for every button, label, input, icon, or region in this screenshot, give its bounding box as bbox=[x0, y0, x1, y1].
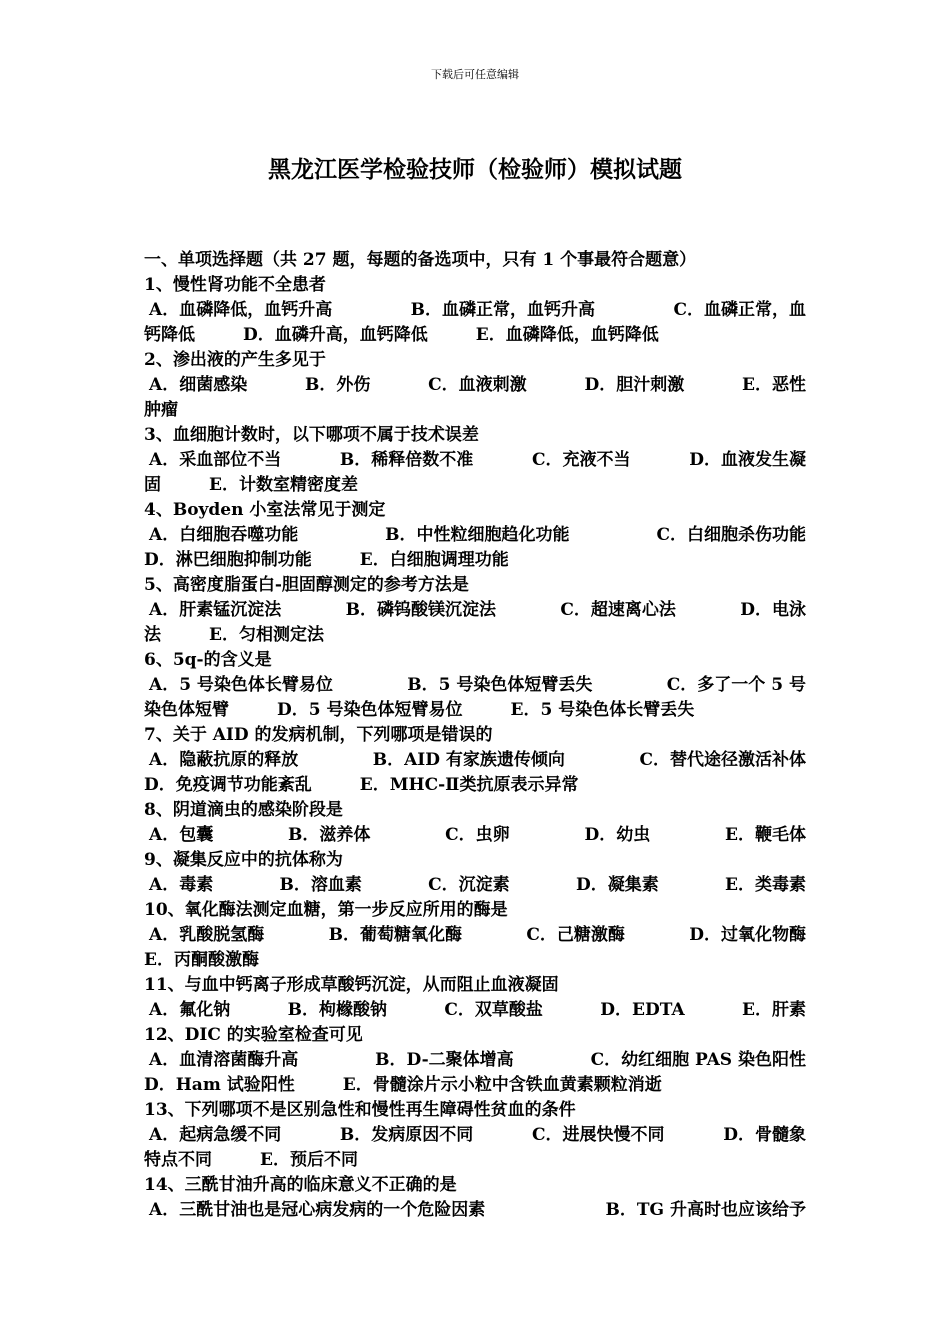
option-line bbox=[144, 548, 806, 573]
option-line bbox=[144, 948, 806, 973]
question-stem: 6、5q-的含义是 bbox=[144, 650, 272, 670]
option-text: E．白细胞调理功能 bbox=[359, 550, 509, 570]
option-text: B．溶血素 bbox=[279, 875, 362, 895]
question-stem: 14、三酰甘油升高的临床意义不正确的是 bbox=[144, 1175, 457, 1195]
option-text: C．血液刺激 bbox=[428, 375, 527, 395]
option-text: E．类毒素 bbox=[724, 875, 806, 895]
option-text: A．包囊 bbox=[149, 825, 214, 845]
option-text: A．起病急缓不同 bbox=[149, 1125, 282, 1145]
option-text: 钙降低 bbox=[144, 325, 195, 345]
option-text: D．血磷升高，血钙降低 bbox=[243, 325, 428, 345]
question-stem: 2、渗出液的产生多见于 bbox=[144, 350, 326, 370]
option-text: D．电泳 bbox=[740, 600, 806, 620]
option-text: D．凝集素 bbox=[575, 875, 659, 895]
option-text: E．预后不同 bbox=[260, 1150, 358, 1170]
option-text: A．毒素 bbox=[149, 875, 214, 895]
option-text: B．稀释倍数不准 bbox=[339, 450, 474, 470]
option-text: 特点不同 bbox=[144, 1150, 212, 1170]
option-line bbox=[144, 998, 806, 1023]
option-line bbox=[144, 323, 806, 348]
option-text: C．充液不当 bbox=[531, 450, 631, 470]
option-text: A．乳酸脱氢酶 bbox=[149, 925, 265, 945]
question-stem: 11、与血中钙离子形成草酸钙沉淀，从而阻止血液凝固 bbox=[144, 975, 559, 995]
option-text: C．双草酸盐 bbox=[444, 1000, 543, 1020]
option-line bbox=[144, 448, 806, 473]
option-text: B．滋养体 bbox=[287, 825, 371, 845]
option-text: B．AID 有家族遗传倾向 bbox=[372, 750, 565, 770]
option-line bbox=[144, 523, 806, 548]
option-text: D．Ham 试验阳性 bbox=[144, 1075, 295, 1095]
option-text: B．5 号染色体短臂丢失 bbox=[407, 675, 593, 695]
option-line bbox=[144, 1073, 806, 1098]
option-line bbox=[144, 673, 806, 698]
option-line bbox=[144, 873, 806, 898]
question-stem: 3、血细胞计数时，以下哪项不属于技术误差 bbox=[144, 425, 479, 445]
option-line bbox=[144, 373, 806, 398]
option-text: E．鞭毛体 bbox=[724, 825, 806, 845]
option-text: C．血磷正常，血 bbox=[673, 300, 806, 320]
option-text: B．葡萄糖氧化酶 bbox=[328, 925, 462, 945]
question-stem: 9、凝集反应中的抗体称为 bbox=[144, 850, 343, 870]
option-text: B．外伤 bbox=[304, 375, 371, 395]
option-text: A．白细胞吞噬功能 bbox=[149, 525, 299, 545]
option-line bbox=[144, 1198, 806, 1223]
questions-container bbox=[144, 273, 806, 1223]
option-text: A．血清溶菌酶升高 bbox=[149, 1050, 299, 1070]
option-text: D．淋巴细胞抑制功能 bbox=[144, 550, 312, 570]
option-line bbox=[144, 823, 806, 848]
option-text: D．过氧化物酶 bbox=[689, 925, 806, 945]
option-line bbox=[144, 1123, 806, 1148]
option-line bbox=[144, 748, 806, 773]
option-text: A．血磷降低，血钙升高 bbox=[149, 300, 333, 320]
option-text: E．肝素 bbox=[742, 1000, 806, 1020]
question-stem: 1、慢性肾功能不全患者 bbox=[144, 275, 326, 295]
option-text: B．D-二聚体增高 bbox=[375, 1050, 514, 1070]
option-text: B．中性粒细胞趋化功能 bbox=[385, 525, 570, 545]
option-text: D．5 号染色体短臂易位 bbox=[277, 700, 463, 720]
option-text: C．进展快慢不同 bbox=[531, 1125, 665, 1145]
option-text: A．肝素锰沉淀法 bbox=[149, 600, 282, 620]
option-text: 法 bbox=[144, 625, 161, 645]
option-text: E．丙酮酸激酶 bbox=[144, 950, 259, 970]
option-line bbox=[144, 1048, 806, 1073]
option-text: E．MHC-Ⅱ类抗原表示异常 bbox=[359, 775, 579, 795]
option-text: C．超速离心法 bbox=[560, 600, 676, 620]
option-text: D．EDTA bbox=[600, 1000, 685, 1020]
option-text: A．三酰甘油也是冠心病发病的一个危险因素 bbox=[149, 1200, 486, 1220]
option-text: 染色体短臂 bbox=[144, 700, 229, 720]
question-stem: 12、DIC 的实验室检查可见 bbox=[144, 1025, 363, 1045]
option-text: D．骨髓象 bbox=[723, 1125, 806, 1145]
option-line bbox=[144, 698, 806, 723]
option-text: E．5 号染色体长臂丢失 bbox=[510, 700, 695, 720]
option-text: B．血磷正常，血钙升高 bbox=[410, 300, 596, 320]
option-text: E．恶性 bbox=[741, 375, 806, 395]
question-stem: 8、阴道滴虫的感染阶段是 bbox=[144, 800, 343, 820]
option-text: A．细菌感染 bbox=[149, 375, 248, 395]
option-text: B．发病原因不同 bbox=[339, 1125, 474, 1145]
option-text: C．虫卵 bbox=[445, 825, 510, 845]
option-text: C．沉淀素 bbox=[428, 875, 510, 895]
option-text: C．替代途径激活补体 bbox=[639, 750, 806, 770]
option-text: D．幼虫 bbox=[584, 825, 651, 845]
option-text: E．计数室精密度差 bbox=[209, 475, 358, 495]
section-heading: 一、单项选择题（共 27 题，每题的备选项中，只有 1 个事最符合题意） bbox=[144, 250, 697, 270]
option-line bbox=[144, 398, 806, 423]
option-text: A．隐蔽抗原的释放 bbox=[149, 750, 299, 770]
option-text: C．多了一个 5 号 bbox=[666, 675, 806, 695]
option-text: A．采血部位不当 bbox=[149, 450, 282, 470]
question-stem: 4、Boyden 小室法常见于测定 bbox=[144, 500, 386, 520]
option-text: E．血磷降低，血钙降低 bbox=[475, 325, 659, 345]
option-text: 肿瘤 bbox=[144, 400, 178, 420]
question-stem: 13、下列哪项不是区别急性和慢性再生障碍性贫血的条件 bbox=[144, 1100, 576, 1120]
option-line bbox=[144, 473, 806, 498]
question-stem: 10、氧化酶法测定血糖，第一步反应所用的酶是 bbox=[144, 900, 508, 920]
document-title: 黑龙江医学检验技师（检验师）模拟试题 bbox=[268, 156, 682, 183]
option-text: A．氟化钠 bbox=[149, 1000, 231, 1020]
header-note: 下载后可任意编辑 bbox=[431, 68, 519, 81]
option-text: D．血液发生凝 bbox=[689, 450, 806, 470]
option-line bbox=[144, 623, 806, 648]
question-stem: 7、关于 AID 的发病机制，下列哪项是错误的 bbox=[144, 725, 493, 745]
option-text: B．TG 升高时也应该给予 bbox=[605, 1200, 806, 1220]
option-text: D．免疫调节功能紊乱 bbox=[144, 775, 312, 795]
question-list bbox=[144, 248, 806, 1223]
option-line bbox=[144, 923, 806, 948]
option-text: E．匀相测定法 bbox=[209, 625, 324, 645]
option-line bbox=[144, 1148, 806, 1173]
option-text: C．己糖激酶 bbox=[526, 925, 625, 945]
option-line bbox=[144, 773, 806, 798]
option-line bbox=[144, 598, 806, 623]
question-stem: 5、高密度脂蛋白-胆固醇测定的参考方法是 bbox=[144, 575, 469, 595]
option-text: A．5 号染色体长臂易位 bbox=[149, 675, 333, 695]
option-line bbox=[144, 298, 806, 323]
option-text: 固 bbox=[144, 475, 161, 495]
option-text: E．骨髓涂片示小粒中含铁血黄素颗粒消逝 bbox=[342, 1075, 662, 1095]
option-text: D．胆汁刺激 bbox=[584, 375, 685, 395]
option-text: C．白细胞杀伤功能 bbox=[656, 525, 806, 545]
option-text: C．幼红细胞 PAS 染色阳性 bbox=[590, 1050, 806, 1070]
option-text: B．枸橼酸钠 bbox=[287, 1000, 387, 1020]
option-text: B．磷钨酸镁沉淀法 bbox=[345, 600, 496, 620]
